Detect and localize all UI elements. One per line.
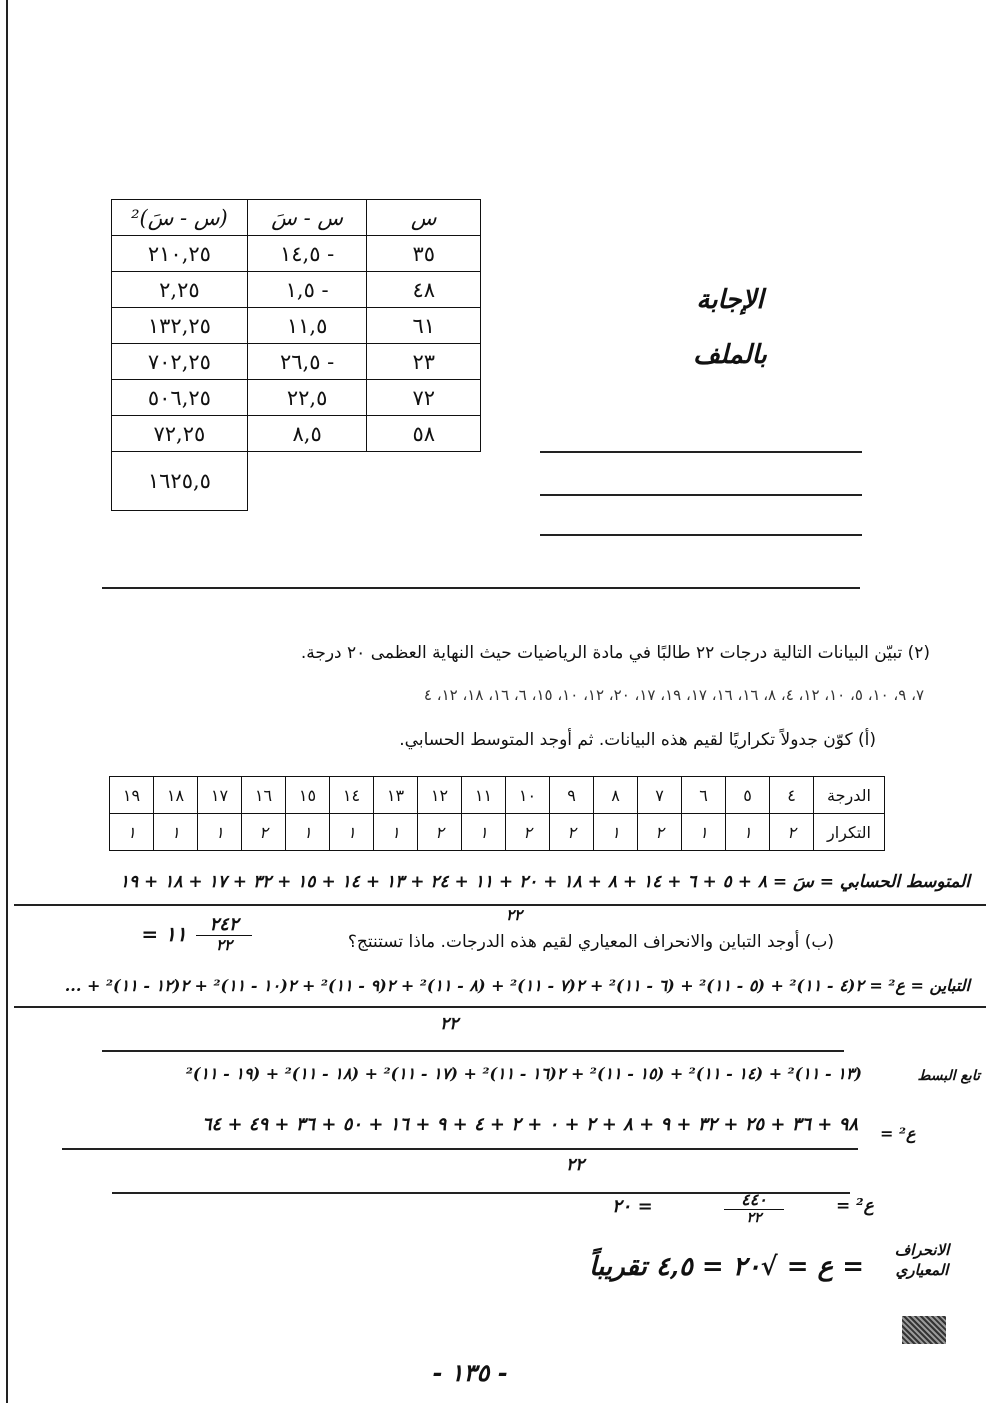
frequency-cell: ١ (154, 814, 198, 851)
degree-cell: ٩ (550, 777, 594, 814)
mean-underline (14, 904, 986, 906)
sum-denominator: ٢٢ (566, 1155, 585, 1175)
frequency-cell: ٢ (638, 814, 682, 851)
frequency-cell: ٢ (506, 814, 550, 851)
continued-topline (102, 1050, 844, 1052)
margin-note-line1: الإجابة (696, 285, 764, 315)
question-part-b: (ب) أوجد التباين والانحراف المعياري لقيم هذه الدرجات. ماذا تستنتج؟ (347, 932, 834, 952)
degree-cell: ١٣ (374, 777, 418, 814)
frequency-cell: ٢ (242, 814, 286, 851)
cell-squared: ٢,٢٥ (112, 272, 248, 308)
cell-deviation: ١١,٥ (247, 308, 367, 344)
mean-numerator: ٢٤٢ (196, 914, 252, 936)
cell-squared: ٧٢,٢٥ (112, 416, 248, 452)
page-number: - ١٣٥ - (432, 1358, 508, 1387)
page-edge (6, 0, 8, 1403)
cell-total: ١٦٢٥,٥ (112, 452, 248, 511)
degree-cell: ١٥ (286, 777, 330, 814)
cell-deviation: - ١٤,٥ (247, 236, 367, 272)
result-label: ع² = (836, 1196, 874, 1216)
cell-deviation: - ٢٦,٥ (247, 344, 367, 380)
degree-cell: ٥ (726, 777, 770, 814)
mean-result-wrap (140, 922, 188, 946)
frequency-cell: ١ (286, 814, 330, 851)
degree-cell: ٧ (638, 777, 682, 814)
answer-line (540, 534, 862, 536)
continued-label: تابع البسط (917, 1068, 980, 1084)
frequency-cell: ١ (462, 814, 506, 851)
frequency-cell: ١ (198, 814, 242, 851)
degree-row (110, 777, 885, 814)
degree-cell: ١٤ (330, 777, 374, 814)
answer-line (540, 494, 862, 496)
deviation-header-row (112, 200, 481, 236)
cell-squared: ١٣٢,٢٥ (112, 308, 248, 344)
degree-cell: ١٦ (242, 777, 286, 814)
table-row (112, 416, 481, 452)
frequency-cell: ١ (330, 814, 374, 851)
frequency-cell: ١ (682, 814, 726, 851)
variance-working: التباين = ع² = ٢(٤ - ١١)² + (٥ - ١١)² + (٦ - ١١)² + ٢(٧ - ١١)² + (٨ - ١١)² + ٢(٩ - ١١)² + ٢(١٠ - ١١)² + ٢(١٢ - ١١)² + ... (64, 976, 970, 995)
frequency-cell: ١ (374, 814, 418, 851)
question-statement: (٢) تبيّن البيانات التالية درجات ٢٢ طالبًا في مادة الرياضيات حيث النهاية العظمى ٢٠ درجة. (300, 643, 930, 663)
result-fraction (724, 1190, 784, 1226)
cell-deviation: ٨,٥ (247, 416, 367, 452)
table-row (112, 236, 481, 272)
sum-fraction-bar (62, 1148, 858, 1150)
cell-x: ٥٨ (367, 416, 481, 452)
frequency-label: التكرار (814, 814, 885, 851)
variance-fraction-bar (14, 1006, 986, 1008)
mean-working: المتوسط الحسابي = سَ = ٨ + ٥ + ٦ + ١٤ + ٨ + ١٨ + ٢٠ + ١١ + ٢٤ + ١٣ + ١٤ + ١٥ + ٣٢ + ١٧ + ١٨ + ١٩ (119, 872, 970, 892)
question-data-line: ٧، ٩، ١٠، ٥، ١٠، ١٢، ٤، ٨، ١٦، ١٦، ١٧، ١٩، ١٧، ٢٠، ١٢، ١٠، ١٥، ٦، ١٦، ١٨، ١٢، ٤ (423, 686, 924, 704)
frequency-row (110, 814, 885, 851)
degree-cell: ٨ (594, 777, 638, 814)
frequency-cell: ٢ (418, 814, 462, 851)
mean-fraction (196, 914, 252, 954)
cell-deviation: - ١,٥ (247, 272, 367, 308)
mean-result: = ١١ (141, 922, 187, 946)
cell-x: ٣٥ (367, 236, 481, 272)
degree-cell: ١٩ (110, 777, 154, 814)
result-denominator: ٢٢ (746, 1210, 762, 1226)
cell-x: ٦١ (367, 308, 481, 344)
frequency-cell: ١ (594, 814, 638, 851)
table-row (112, 380, 481, 416)
sum-working: ٩٨ + ٣٦ + ٢٥ + ٣٢ + ٩ + ٨ + ٢ + ٠ + ٢ + ٤ + ٩ + ١٦ + ٥٠ + ٣٦ + ٤٩ + ٦٤ (201, 1114, 858, 1135)
frequency-cell: ٢ (550, 814, 594, 851)
degree-cell: ١١ (462, 777, 506, 814)
cell-squared: ٥٠٦,٢٥ (112, 380, 248, 416)
header-deviation: س - سَ (247, 200, 367, 236)
degree-cell: ١٧ (198, 777, 242, 814)
table-row (112, 272, 481, 308)
continued-working: (١٣ - ١١)² + (١٤ - ١١)² + (١٥ - ١١)² + ٢(١٦ - ١١)² + (١٧ - ١١)² + (١٨ - ١١)² + (١٩ - ١١)² (185, 1064, 862, 1083)
mean-small-den: ٢٢ (506, 906, 523, 924)
table-row (112, 344, 481, 380)
degree-cell: ١٨ (154, 777, 198, 814)
margin-note-line2: بالملف (693, 340, 767, 370)
question-part-a: (أ) كوّن جدولاً تكراريًا لقيم هذه البيانات. ثم أوجد المتوسط الحسابي. (399, 730, 876, 750)
section-divider (102, 587, 860, 589)
cell-x: ٤٨ (367, 272, 481, 308)
sd-label: الانحراف المعياري (894, 1241, 950, 1279)
degree-cell: ٦ (682, 777, 726, 814)
sd-working: = ع = √٢٠ = ٤,٥ تقريباً (589, 1252, 864, 1282)
table-total-row (112, 452, 481, 511)
table-row (112, 308, 481, 344)
stamp-mark (902, 1316, 946, 1344)
header-squared: (س - سَ)² (112, 200, 248, 236)
frequency-cell: ٢ (770, 814, 814, 851)
degree-cell: ٤ (770, 777, 814, 814)
header-x: س (367, 200, 481, 236)
frequency-cell: ١ (726, 814, 770, 851)
deviation-table (111, 199, 481, 511)
sum-label: ع² = (880, 1124, 916, 1143)
cell-x: ٧٢ (367, 380, 481, 416)
frequency-table (109, 776, 885, 851)
degree-cell: ١٢ (418, 777, 462, 814)
cell-squared: ٧٠٢,٢٥ (112, 344, 248, 380)
frequency-cell: ١ (110, 814, 154, 851)
answer-line (540, 451, 862, 453)
result-numerator: ٤٤٠ (724, 1190, 784, 1210)
result-value: = ٢٠ (612, 1196, 653, 1217)
variance-denominator: ٢٢ (440, 1014, 459, 1034)
degree-label: الدرجة (814, 777, 885, 814)
degree-cell: ١٠ (506, 777, 550, 814)
cell-x: ٢٣ (367, 344, 481, 380)
cell-squared: ٢١٠,٢٥ (112, 236, 248, 272)
cell-deviation: ٢٢,٥ (247, 380, 367, 416)
mean-denominator: ٢٢ (215, 936, 233, 954)
